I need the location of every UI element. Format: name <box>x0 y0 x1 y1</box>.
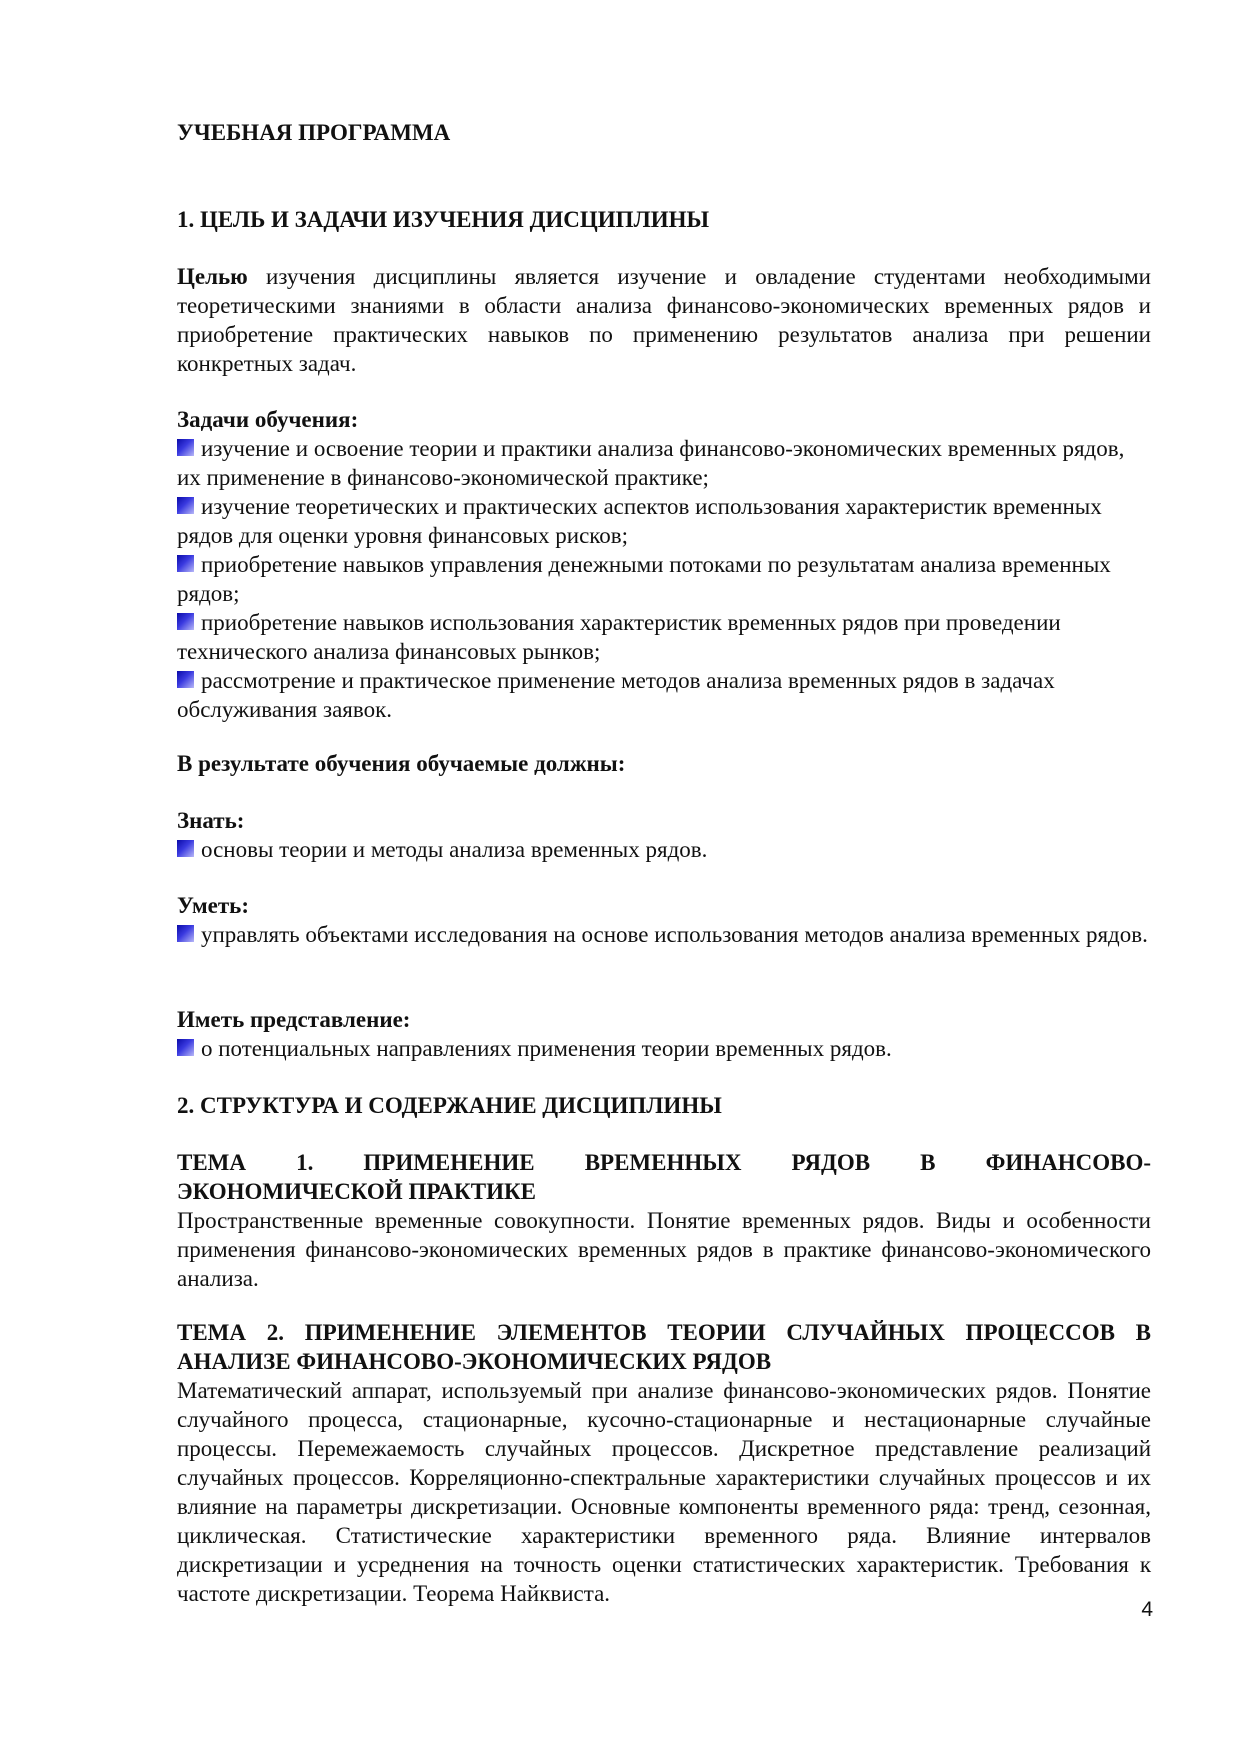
know-heading: Знать: <box>177 808 245 833</box>
section2-heading-block <box>177 1091 1151 1120</box>
list-item <box>177 434 1151 492</box>
tasks-list <box>177 434 1151 724</box>
topic2-heading: ТЕМА 2. ПРИМЕНЕНИЕ ЭЛЕМЕНТОВ ТЕОРИИ СЛУЧАЙНЫХ ПРОЦЕССОВ В АНАЛИЗЕ ФИНАНСОВО-ЭКОНОМИЧЕСКИХ РЯДОВ <box>177 1320 1151 1374</box>
square-bullet-icon <box>177 439 194 456</box>
square-bullet-icon <box>177 555 194 572</box>
section1-heading-block <box>177 205 1151 234</box>
topic2-text: Математический аппарат, используемый при анализе финансово-экономических рядов. Понятие случайного процесса, стационарные, кусочно-стационарные и нестационарные случайные процессы. Перемежаемость случайных процессов. Дискретное представление реализаций случайных процессов. Корреляционно-спектральные характеристики случайных процессов и их влияние на параметры дискретизации. Основные компоненты временного ряда: тренд, сезонная, циклическая. Статистические характеристики временного ряда. Влияние интервалов дискретизации и усреднения на точность оценки статистических характеристик. Требования к частоте дискретизации. Теорема Найквиста. <box>177 1378 1151 1606</box>
section2-heading: 2. СТРУКТУРА И СОДЕРЖАНИЕ ДИСЦИПЛИНЫ <box>177 1093 722 1118</box>
goal-paragraph <box>177 262 1151 378</box>
square-bullet-icon <box>177 925 194 942</box>
able-block <box>177 891 1151 949</box>
page-number: 4 <box>1141 1598 1153 1621</box>
task-text: приобретение навыков использования характеристик временных рядов при проведении технического анализа финансовых рынков; <box>177 610 1061 664</box>
idea-list <box>177 1034 1151 1063</box>
document-title-block <box>177 118 1151 147</box>
goal-lead: Целью <box>177 264 248 289</box>
results-heading: В результате обучения обучаемые должны: <box>177 751 626 776</box>
list-item <box>177 492 1151 550</box>
square-bullet-icon <box>177 1039 194 1056</box>
topic1-block <box>177 1148 1151 1293</box>
idea-text: о потенциальных направлениях применения теории временных рядов. <box>201 1036 892 1061</box>
list-item <box>177 1034 1151 1063</box>
square-bullet-icon <box>177 613 194 630</box>
able-heading: Уметь: <box>177 893 249 918</box>
topic1-text: Пространственные временные совокупности. Понятие временных рядов. Виды и особенности применения финансово-экономических временных рядов в практике финансово-экономического анализа. <box>177 1208 1151 1291</box>
able-list <box>177 920 1151 949</box>
know-list <box>177 835 1151 864</box>
topic1-heading-line1: ТЕМА 1. ПРИМЕНЕНИЕ ВРЕМЕННЫХ РЯДОВ В ФИНАНСОВО- <box>177 1150 1151 1175</box>
results-heading-block <box>177 749 1151 778</box>
idea-heading: Иметь представление: <box>177 1007 411 1032</box>
task-text: приобретение навыков управления денежными потоками по результатам анализа временных рядов; <box>177 552 1111 606</box>
task-text: изучение и освоение теории и практики анализа финансово-экономических временных рядов, их применение в финансово-экономической практике; <box>177 436 1125 490</box>
goal-text: изучения дисциплины является изучение и овладение студентами необходимыми теоретическими знаниями в области анализа финансово-экономических временных рядов и приобретение практических навыков по применению результатов анализа при решении конкретных задач. <box>177 264 1151 376</box>
list-item <box>177 835 1151 864</box>
square-bullet-icon <box>177 840 194 857</box>
idea-block <box>177 1005 1151 1063</box>
know-text: основы теории и методы анализа временных рядов. <box>201 837 708 862</box>
square-bullet-icon <box>177 497 194 514</box>
goal-paragraph-block <box>177 262 1151 378</box>
list-item <box>177 608 1151 666</box>
topic1-heading-line2: ЭКОНОМИЧЕСКОЙ ПРАКТИКЕ <box>177 1179 536 1204</box>
document-title: УЧЕБНАЯ ПРОГРАММА <box>177 120 451 145</box>
list-item <box>177 920 1151 949</box>
list-item <box>177 550 1151 608</box>
able-text: управлять объектами исследования на основе использования методов анализа временных рядов. <box>201 922 1148 947</box>
task-text: рассмотрение и практическое применение методов анализа временных рядов в задачах обслуживания заявок. <box>177 668 1055 722</box>
list-item <box>177 666 1151 724</box>
tasks-block <box>177 405 1151 724</box>
square-bullet-icon <box>177 671 194 688</box>
section1-heading: 1. ЦЕЛЬ И ЗАДАЧИ ИЗУЧЕНИЯ ДИСЦИПЛИНЫ <box>177 207 710 232</box>
task-text: изучение теоретических и практических аспектов использования характеристик временных рядов для оценки уровня финансовых рисков; <box>177 494 1102 548</box>
topic2-block <box>177 1318 1151 1608</box>
know-block <box>177 806 1151 864</box>
tasks-heading: Задачи обучения: <box>177 407 359 432</box>
